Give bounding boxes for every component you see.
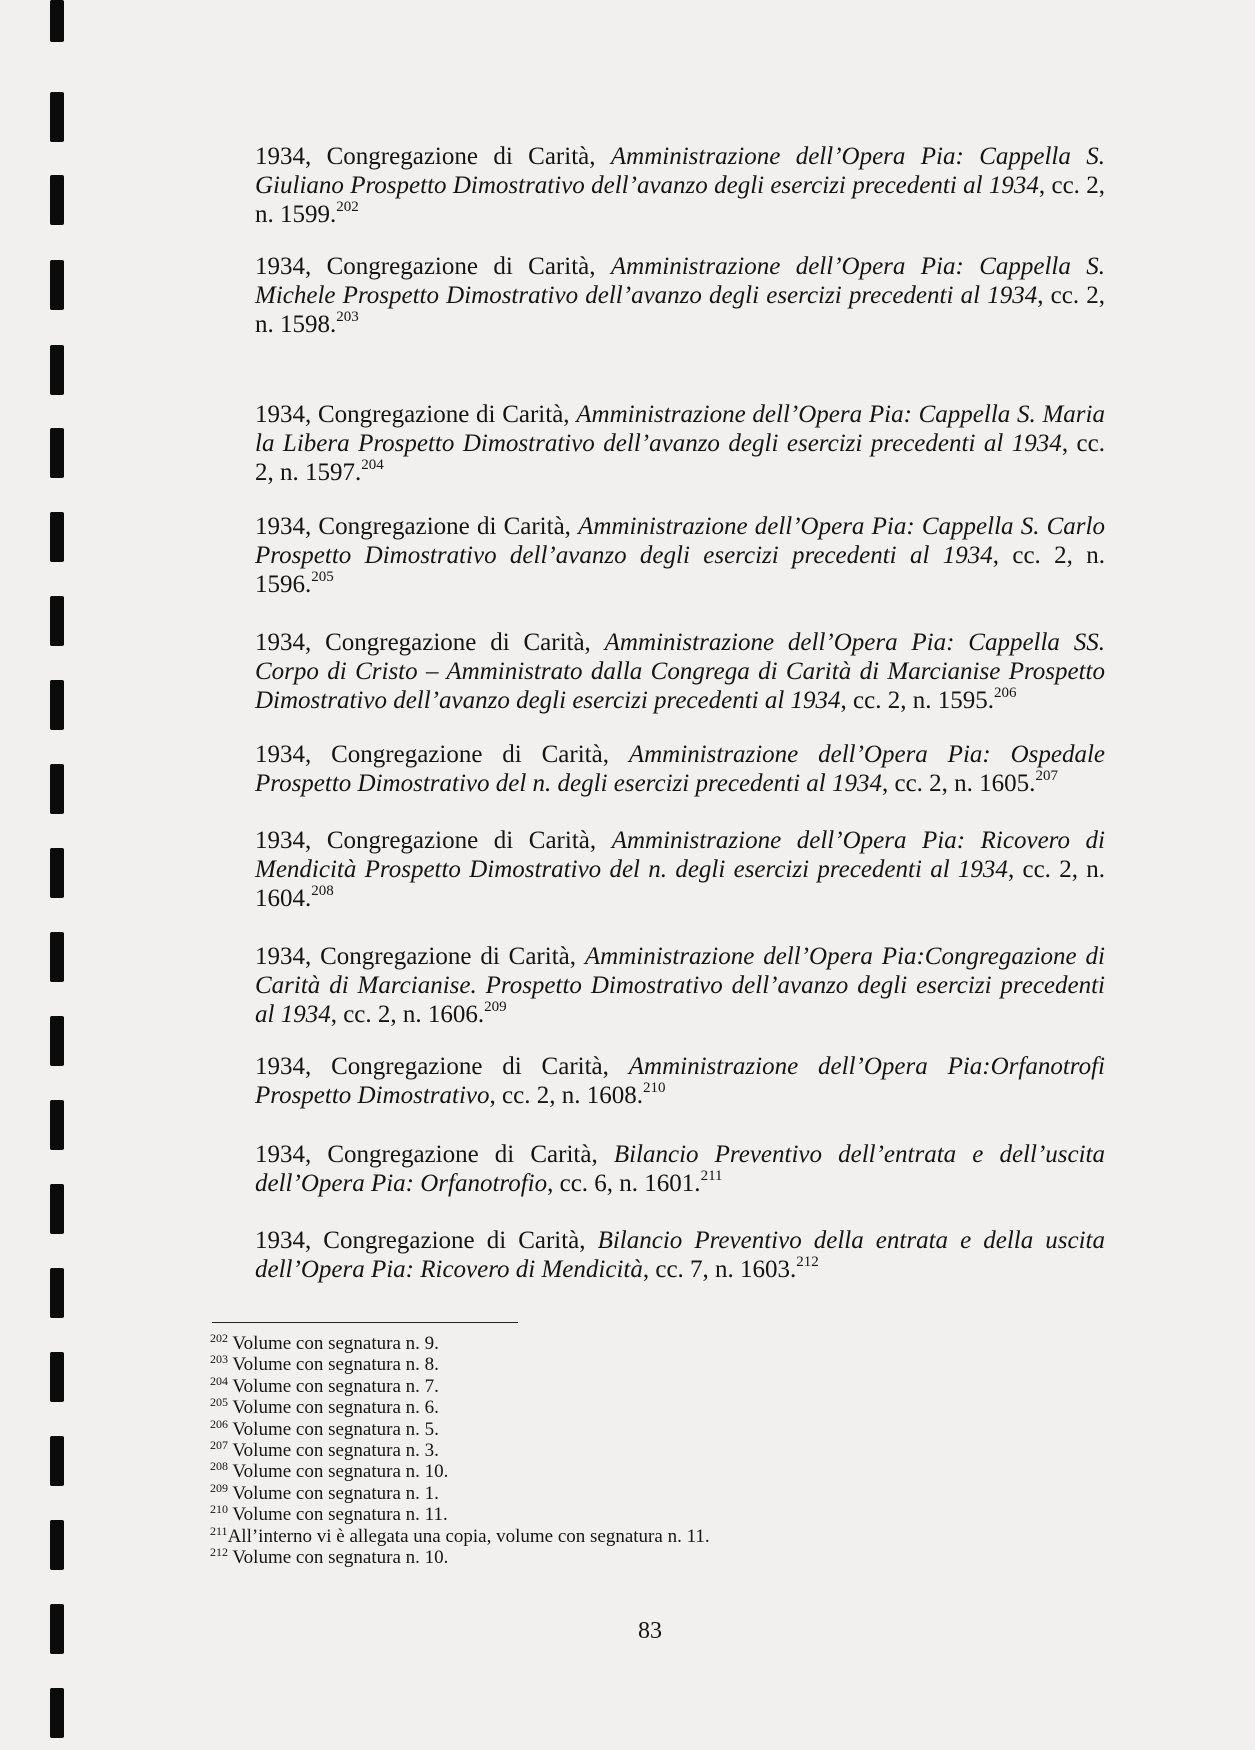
binding-hole <box>50 680 64 730</box>
binding-hole <box>50 0 64 42</box>
footnote: $^{202}$ Volume con segnatura n. 9. <box>210 1331 439 1354</box>
footnote: $^{209}$ Volume con segnatura n. 1. <box>210 1480 439 1504</box>
footnote: $^{212}$ Volume con segnatura n. 10. <box>210 1545 449 1569</box>
binding-hole <box>50 512 64 562</box>
binding-hole <box>50 848 64 898</box>
footnote: $^{207}$ Volume con segnatura n. 3. <box>210 1438 439 1462</box>
binding-hole <box>50 1016 64 1066</box>
archive-entry: 1934, Congregazione di Carità, Amministrazione dell’Opera Pia: Cappella S. Michele Prospetto Dimostrativo dell’avanzo degli esercizi precedenti al 1934, cc. 2, n. 1598.$^{203}$ <box>255 253 1105 338</box>
binding-hole <box>50 1688 64 1738</box>
binding-hole <box>50 1268 64 1318</box>
footnote: $^{210}$ Volume con segnatura n. 11. <box>210 1502 448 1526</box>
archive-entry: 1934, Congregazione di Carità, Amministrazione dell’Opera Pia: Cappella SS. Corpo di Cristo – Amministrato dalla Congrega di Carità di Marcianise Prospetto Dimostrativo dell’avanzo degli esercizi precedenti al 1934, cc. 2, n. 1595.$^{206}$ <box>255 629 1105 714</box>
footnote: $^{208}$ Volume con segnatura n. 10. <box>210 1459 449 1483</box>
footnote: $^{206}$ Volume con segnatura n. 5. <box>210 1416 439 1440</box>
archive-entry: 1934, Congregazione di Carità, Amministrazione dell’Opera Pia: Cappella S. Giuliano Prospetto Dimostrativo dell’avanzo degli esercizi precedenti al 1934, cc. 2, n. 1599.$^{202}$ <box>255 143 1105 228</box>
binding-hole <box>50 1100 64 1150</box>
binding-hole <box>50 1520 64 1570</box>
footnote: $^{203}$ Volume con segnatura n. 8. <box>210 1352 439 1376</box>
binding-hole <box>50 1436 64 1486</box>
binding-hole <box>50 92 64 142</box>
binding-hole <box>50 932 64 982</box>
binding-hole <box>50 345 64 395</box>
archive-entry: 1934, Congregazione di Carità, Amministrazione dell’Opera Pia: Cappella S. Maria la Libera Prospetto Dimostrativo dell’avanzo degli esercizi precedenti al 1934, cc. 2, n. 1597.$^{204}$ <box>255 401 1105 486</box>
binding-hole <box>50 1184 64 1234</box>
binding-hole <box>50 596 64 646</box>
binding-holes <box>0 0 80 1750</box>
binding-hole <box>50 175 64 225</box>
footnotes <box>210 1333 910 1568</box>
footnote: $^{204}$ Volume con segnatura n. 7. <box>210 1373 439 1397</box>
archive-entry: 1934, Congregazione di Carità, Amministrazione dell’Opera Pia: Ricovero di Mendicità Prospetto Dimostrativo del n. degli esercizi precedenti al 1934, cc. 2, n. 1604.$^{208}$ <box>255 827 1105 912</box>
page-number: 83 <box>638 1618 662 1644</box>
archive-entry: 1934, Congregazione di Carità, Bilancio Preventivo dell’entrata e dell’uscita dell’Opera Pia: Orfanotrofio, cc. 6, n. 1601.$^{211}$ <box>255 1141 1105 1197</box>
archive-entry: 1934, Congregazione di Carità, Amministrazione dell’Opera Pia:Congregazione di Carità di Marcianise. Prospetto Dimostrativo dell’avanzo degli esercizi precedenti al 1934, cc. 2, n. 1606.$^{209}$ <box>255 943 1105 1028</box>
archive-entry: 1934, Congregazione di Carità, Amministrazione dell’Opera Pia:Orfanotrofi Prospetto Dimostrativo, cc. 2, n. 1608.$^{210}$ <box>255 1053 1105 1109</box>
binding-hole <box>50 1352 64 1402</box>
archive-entry: 1934, Congregazione di Carità, Bilancio Preventivo della entrata e della uscita dell’Opera Pia: Ricovero di Mendicità, cc. 7, n. 1603.$^{212}$ <box>255 1227 1105 1283</box>
footnote: $^{211}$All’interno vi è allegata una copia, volume con segnatura n. 11. <box>210 1523 710 1547</box>
binding-hole <box>50 260 64 310</box>
archive-entry: 1934, Congregazione di Carità, Amministrazione dell’Opera Pia: Cappella S. Carlo Prospetto Dimostrativo dell’avanzo degli esercizi precedenti al 1934, cc. 2, n. 1596.$^{205}$ <box>255 513 1105 598</box>
binding-hole <box>50 764 64 814</box>
binding-hole <box>50 428 64 478</box>
binding-hole <box>50 1604 64 1654</box>
archive-entry: 1934, Congregazione di Carità, Amministrazione dell’Opera Pia: Ospedale Prospetto Dimostrativo del n. degli esercizi precedenti al 1934, cc. 2, n. 1605.$^{207}$ <box>255 741 1105 797</box>
footnote: $^{205}$ Volume con segnatura n. 6. <box>210 1395 439 1419</box>
footnote-divider <box>212 1322 518 1323</box>
